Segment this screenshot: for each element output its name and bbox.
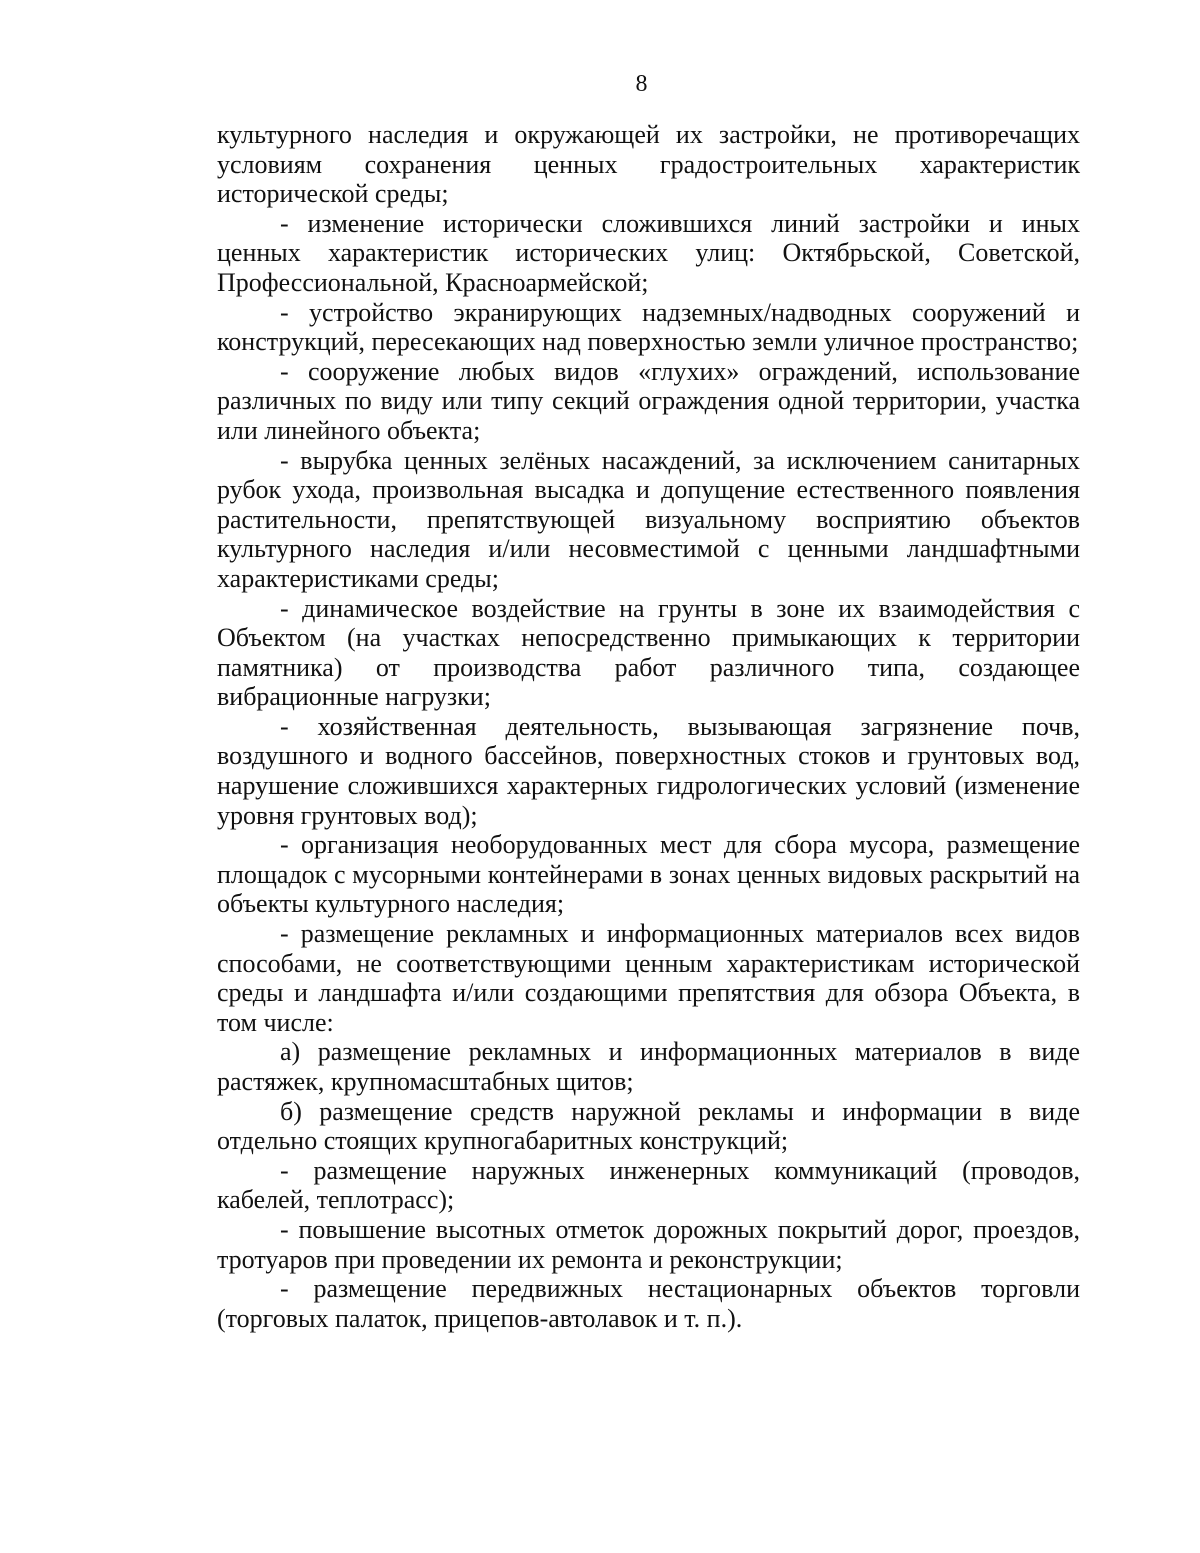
body-text [217, 120, 1080, 1333]
paragraph: - изменение исторически сложившихся линий застройки и иных ценных характеристик исторических улиц: Октябрьской, Советской, Профессиональной, Красноармейской; [217, 208, 1080, 297]
paragraph: - устройство экранирующих надземных/надводных сооружений и конструкций, пересекающих над поверхностью земли уличное пространство; [217, 297, 1080, 357]
paragraph: - повышение высотных отметок дорожных покрытий дорог, проездов, тротуаров при проведении их ремонта и реконструкции; [217, 1214, 1080, 1274]
paragraph: - размещение наружных инженерных коммуникаций (проводов, кабелей, теплотрасс); [217, 1155, 1080, 1215]
paragraph: а) размещение рекламных и информационных материалов в виде растяжек, крупномасштабных щитов; [217, 1037, 1080, 1096]
paragraph: - динамическое воздействие на грунты в зоне их взаимодействия с Объектом (на участках непосредственно примыкающих к территории памятника) от производства работ различного типа, создающее вибрационные нагрузки; [217, 593, 1080, 712]
paragraph: культурного наследия и окружающей их застройки, не противоречащих условиям сохранения ценных градостроительных характеристик исторической среды; [217, 120, 1080, 209]
paragraph: - размещение рекламных и информационных материалов всех видов способами, не соответствующими ценным характеристикам исторической среды и ландшафта и/или создающими препятствия для обзора Объекта, в том числе: [217, 919, 1080, 1037]
paragraph: - сооружение любых видов «глухих» ограждений, использование различных по виду или типу секций ограждения одной территории, участка или линейного объекта; [217, 356, 1080, 445]
paragraph: - вырубка ценных зелёных насаждений, за исключением санитарных рубок ухода, произвольная высадка и допущение естественного появления растительности, препятствующей визуальному восприятию объектов культурного наследия и/или несовместимой с ценными ландшафтными характеристиками среды; [217, 445, 1080, 593]
paragraph: - размещение передвижных нестационарных объектов торговли (торговых палаток, прицепов-автолавок и т. п.). [217, 1274, 1080, 1333]
paragraph: б) размещение средств наружной рекламы и информации в виде отдельно стоящих крупногабаритных конструкций; [217, 1096, 1080, 1156]
page-number: 8 [635, 71, 648, 97]
paragraph: - организация необорудованных мест для сбора мусора, размещение площадок с мусорными контейнерами в зонах ценных видовых раскрытий на объекты культурного наследия; [217, 830, 1080, 919]
paragraph: - хозяйственная деятельность, вызывающая загрязнение почв, воздушного и водного бассейнов, поверхностных стоков и грунтовых вод, нарушение сложившихся характерных гидрологических условий (изменение уровня грунтовых вод); [217, 711, 1080, 830]
